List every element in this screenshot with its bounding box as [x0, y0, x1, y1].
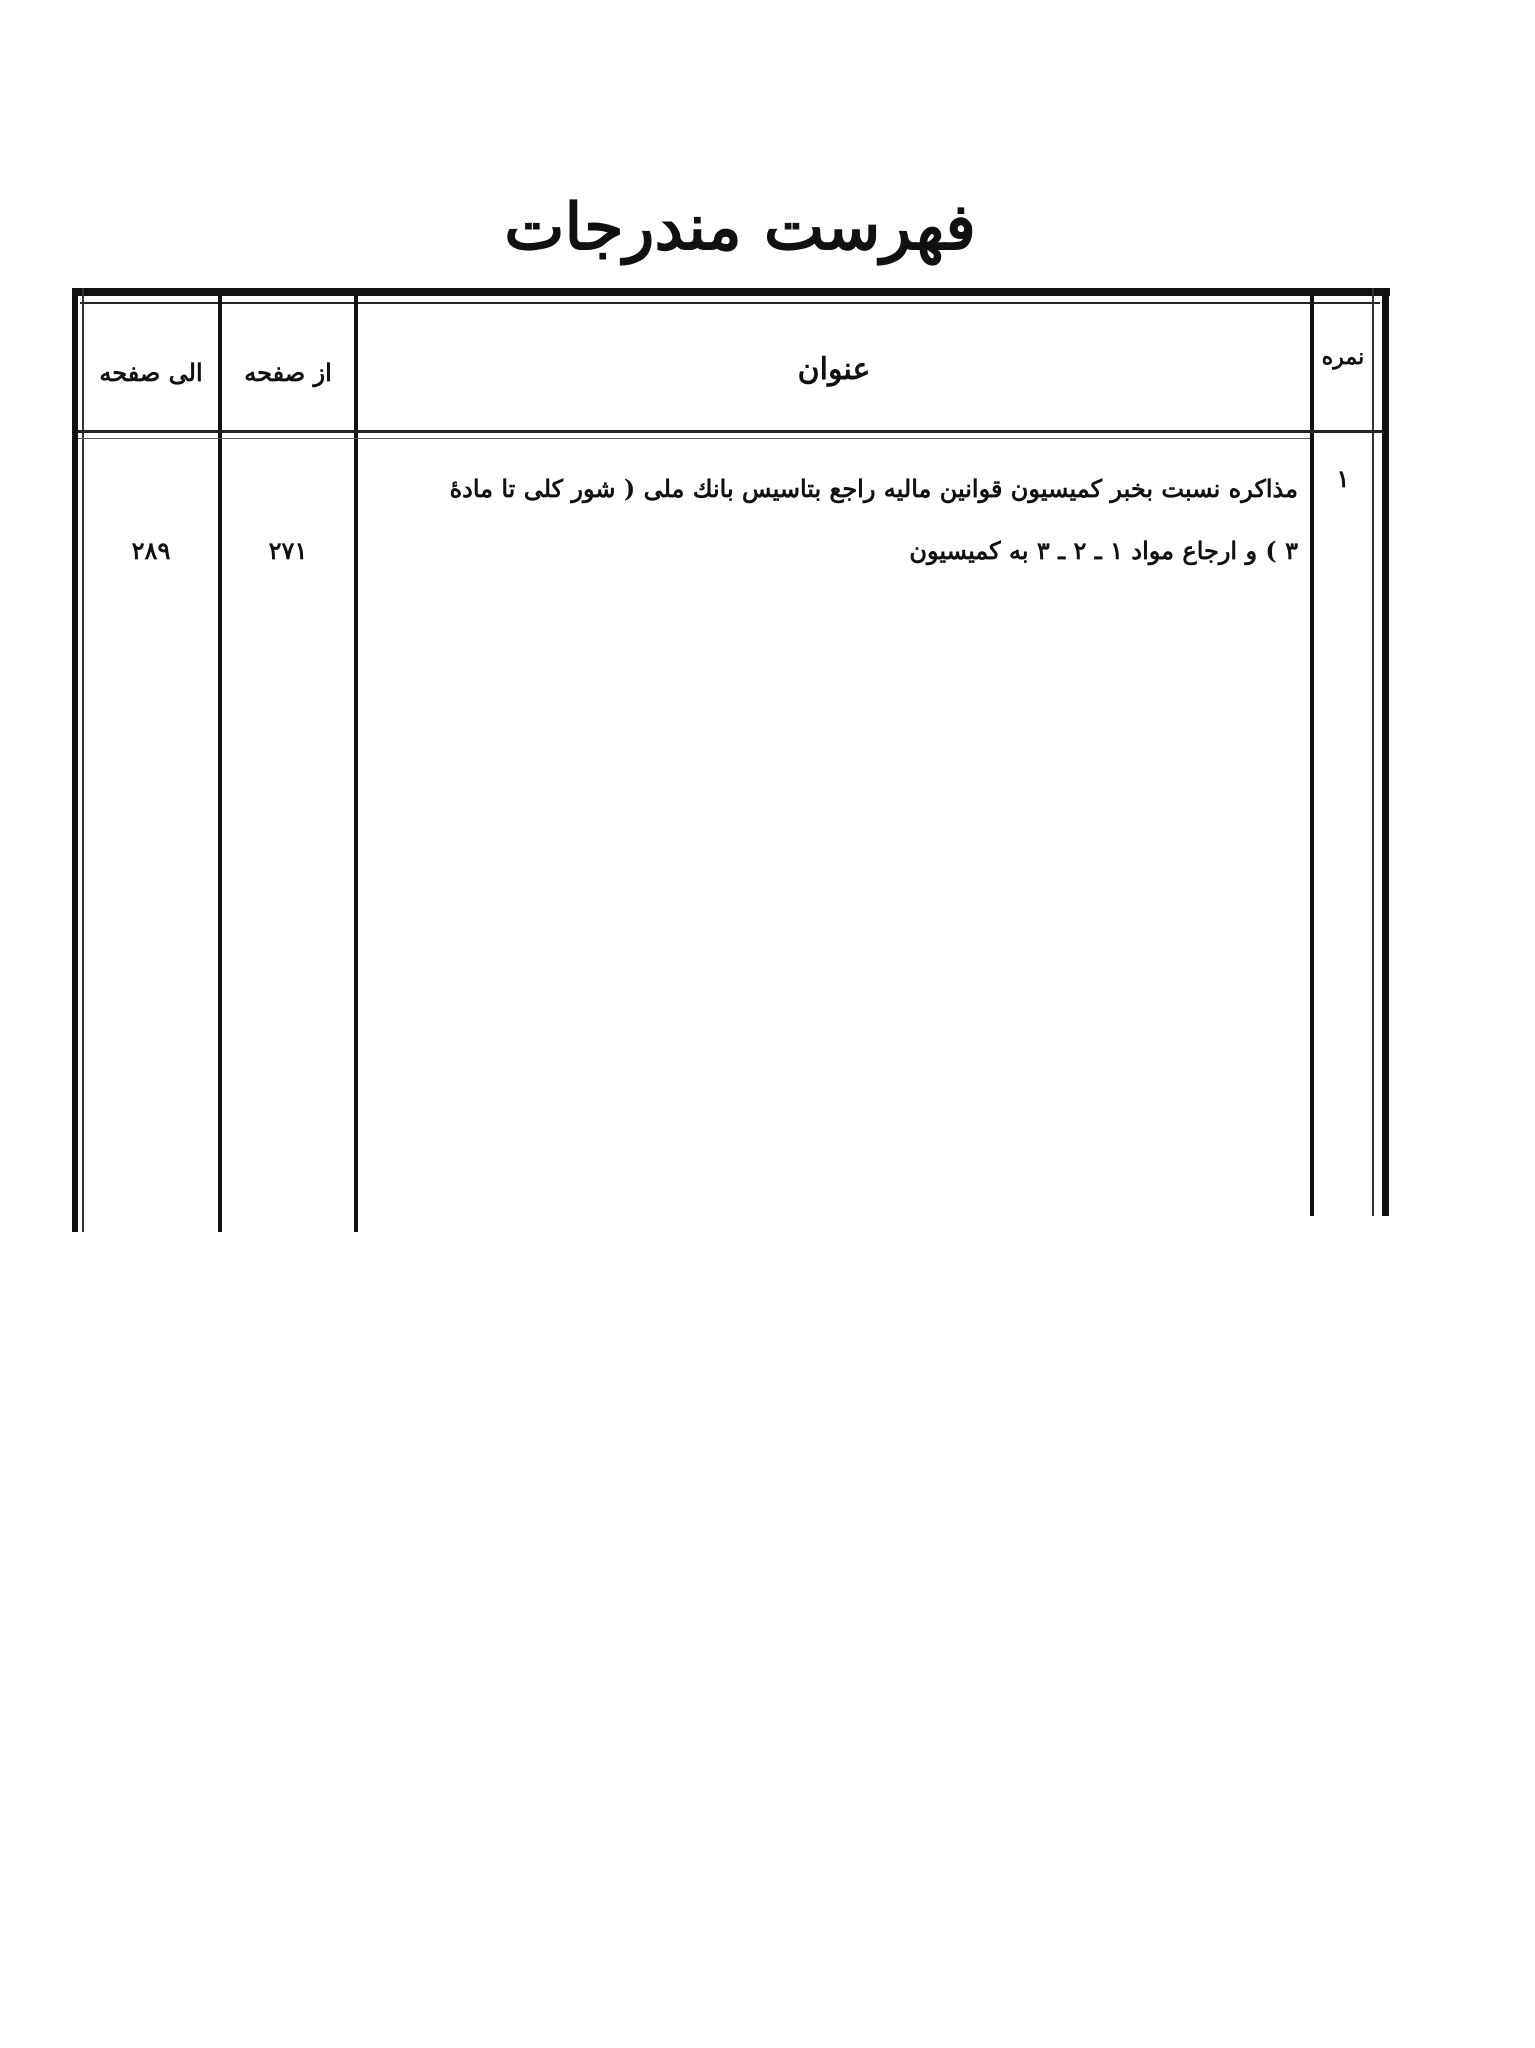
header-from-page: از صفحه: [244, 358, 332, 387]
row-title-line: ۳ ) و ارجاع مواد ۱ ـ ۲ ـ ۳ به کمیسیون: [909, 536, 1298, 565]
table-right-inner-border: [1372, 288, 1374, 1216]
row-title: [372, 458, 1298, 582]
header-number: نمره: [1321, 344, 1365, 370]
table-top-inner-border: [80, 302, 1380, 304]
table-right-border: [1382, 288, 1389, 1216]
row-from-page: ۲۷۱: [268, 536, 308, 565]
table-top-border: [72, 288, 1390, 296]
header-rule-thin: [78, 438, 1310, 439]
row-title-line: مذاکره نسبت بخبر کمیسیون قوانین مالیه راجع بتاسیس بانك ملی ( شور کلی تا مادهٔ: [449, 474, 1298, 503]
row-number: ۱: [1336, 464, 1350, 493]
row-to-page: ۲۸۹: [131, 536, 171, 565]
header-rule: [78, 430, 1382, 433]
page-title: فهرست مندرجات: [504, 190, 976, 265]
column-divider: [1310, 288, 1314, 1216]
contents-table: [72, 288, 1390, 1232]
header-to-page: الی صفحه: [99, 358, 203, 387]
header-title: عنوان: [797, 352, 871, 387]
